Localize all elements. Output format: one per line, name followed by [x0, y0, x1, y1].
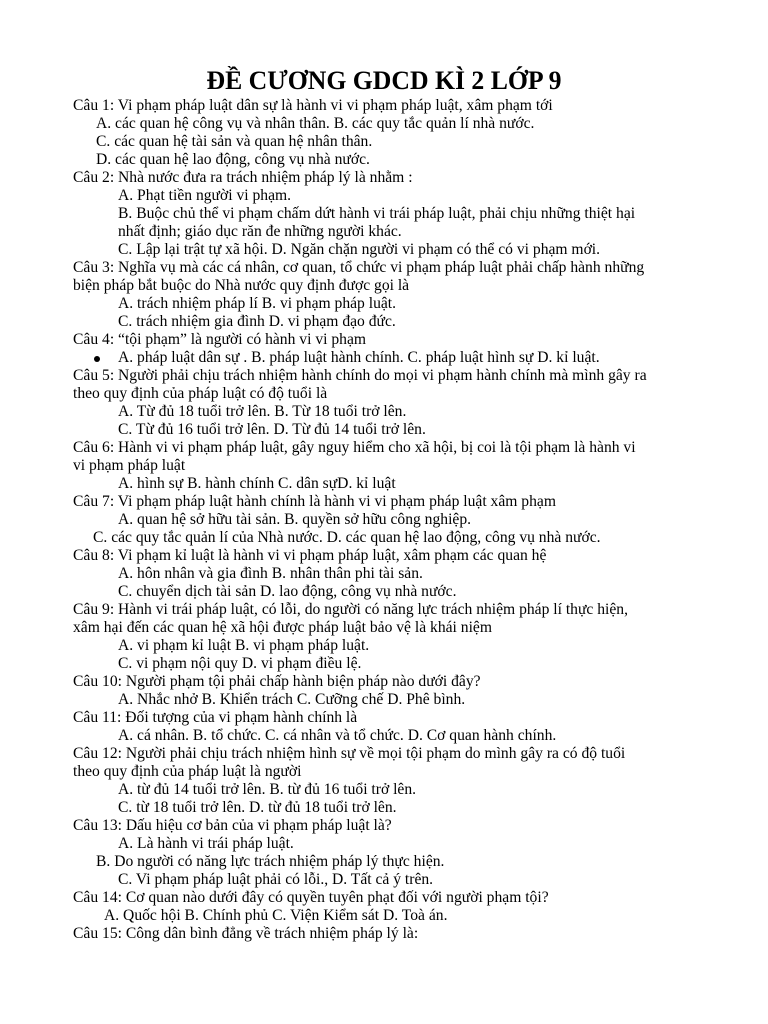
- question-6: Câu 6: Hành vi vi phạm pháp luật, gây nguy hiểm cho xã hội, bị coi là tội phạm là hành vi: [73, 439, 636, 456]
- question-4: Câu 4: “tội phạm” là người có hành vi vi phạm: [73, 331, 366, 348]
- answer-line: C. trách nhiệm gia đình D. vi phạm đạo đức.: [118, 313, 396, 330]
- answer-line: C. Vi phạm pháp luật phải có lỗi., D. Tất cả ý trên.: [118, 871, 434, 888]
- answer-line: A. Quốc hội B. Chính phủ C. Viện Kiểm sát D. Toà án.: [104, 907, 448, 924]
- answer-line: A. cá nhân. B. tổ chức. C. cá nhân và tổ chức. D. Cơ quan hành chính.: [118, 727, 557, 744]
- question-3: Câu 3: Nghĩa vụ mà các cá nhân, cơ quan, tổ chức vi phạm pháp luật phải chấp hành những: [73, 259, 645, 276]
- question-2: Câu 2: Nhà nước đưa ra trách nhiệm pháp lý là nhằm :: [73, 169, 413, 186]
- answer-line: C. các quan hệ tài sản và quan hệ nhân thân.: [96, 133, 373, 150]
- answer-line: B. Buộc chủ thể vi phạm chấm dứt hành vi trái pháp luật, phải chịu những thiệt hại: [118, 205, 636, 222]
- question-12: Câu 12: Người phải chịu trách nhiệm hình sự về mọi tội phạm do mình gây ra có độ tuổi: [73, 745, 626, 762]
- answer-line: A. Phạt tiền người vi phạm.: [118, 187, 292, 204]
- answer-line: D. các quan hệ lao động, công vụ nhà nước.: [96, 151, 370, 168]
- answer-line: C. Lập lại trật tự xã hội. D. Ngăn chặn người vi phạm có thể có vi phạm mới.: [118, 241, 601, 258]
- answer-line: A. Từ đủ 18 tuổi trở lên. B. Từ 18 tuổi trở lên.: [118, 403, 407, 420]
- question-11: Câu 11: Đối tượng của vi phạm hành chính là: [73, 709, 358, 726]
- question-8: Câu 8: Vi phạm kỉ luật là hành vi vi phạm pháp luật, xâm phạm các quan hệ: [73, 547, 547, 564]
- question-9: Câu 9: Hành vi trái pháp luật, có lỗi, do người có năng lực trách nhiệm pháp lí thực hiện,: [73, 601, 628, 618]
- answer-line: A. Nhắc nhở B. Khiển trách C. Cưỡng chế D. Phê bình.: [118, 691, 466, 708]
- answer-line: A. các quan hệ công vụ và nhân thân. B. các quy tắc quản lí nhà nước.: [96, 115, 535, 132]
- question-9-cont: xâm hại đến các quan hệ xã hội được pháp luật bảo vệ là khái niệm: [73, 619, 492, 636]
- answer-line: C. vi phạm nội quy D. vi phạm điều lệ.: [118, 655, 362, 672]
- answer-line: A. hình sự B. hành chính C. dân sựD. kỉ luật: [118, 475, 396, 492]
- answer-line: A. vi phạm kỉ luật B. vi phạm pháp luật.: [118, 637, 370, 654]
- answer-line: A. trách nhiệm pháp lí B. vi phạm pháp luật.: [118, 295, 397, 312]
- bullet-icon: [94, 356, 100, 362]
- answer-line: C. từ 18 tuổi trở lên. D. từ đủ 18 tuổi trở lên.: [118, 799, 397, 816]
- answer-line: A. quan hệ sở hữu tài sản. B. quyền sở hữu công nghiệp.: [118, 511, 472, 528]
- question-5-cont: theo quy định của pháp luật có độ tuổi là: [73, 385, 328, 402]
- question-14: Câu 14: Cơ quan nào dưới đây có quyền tuyên phạt đối với người phạm tội?: [73, 889, 549, 906]
- question-6-cont: vi phạm pháp luật: [73, 457, 186, 474]
- answer-line: C. các quy tắc quản lí của Nhà nước. D. các quan hệ lao động, công vụ nhà nước.: [93, 529, 601, 546]
- document-title: ĐỀ CƯƠNG GDCD KÌ 2 LỚP 9: [206, 66, 562, 95]
- question-10: Câu 10: Người phạm tội phải chấp hành biện pháp nào dưới đây?: [73, 673, 481, 690]
- answer-line: C. chuyển dịch tài sản D. lao động, công vụ nhà nước.: [118, 583, 457, 600]
- question-5: Câu 5: Người phải chịu trách nhiệm hành chính do mọi vi phạm hành chính mà mình gây ra: [73, 367, 647, 384]
- question-1: Câu 1: Vi phạm pháp luật dân sự là hành vi vi phạm pháp luật, xâm phạm tới: [73, 97, 553, 114]
- question-7: Câu 7: Vi phạm pháp luật hành chính là hành vi vi phạm pháp luật xâm phạm: [73, 493, 556, 510]
- question-3-cont: biện pháp bắt buộc do Nhà nước quy định được gọi là: [73, 277, 410, 294]
- question-12-cont: theo quy định của pháp luật là người: [73, 763, 302, 780]
- answer-line: C. Từ đủ 16 tuổi trở lên. D. Từ đủ 14 tuổi trở lên.: [118, 421, 426, 438]
- answer-line: nhất định; giáo dục răn đe những người khác.: [118, 223, 402, 240]
- answer-line: A. Là hành vi trái pháp luật.: [118, 835, 294, 852]
- answer-line: A. pháp luật dân sự . B. pháp luật hành chính. C. pháp luật hình sự D. kỉ luật.: [118, 349, 600, 366]
- question-13: Câu 13: Dấu hiệu cơ bản của vi phạm pháp luật là?: [73, 817, 392, 834]
- answer-line: B. Do người có năng lực trách nhiệm pháp lý thực hiện.: [96, 853, 445, 870]
- answer-line: A. từ đủ 14 tuổi trở lên. B. từ đủ 16 tuổi trở lên.: [118, 781, 417, 798]
- answer-line: A. hôn nhân và gia đình B. nhân thân phi tài sản.: [118, 565, 423, 582]
- question-15: Câu 15: Công dân bình đẳng về trách nhiệm pháp lý là:: [73, 925, 419, 942]
